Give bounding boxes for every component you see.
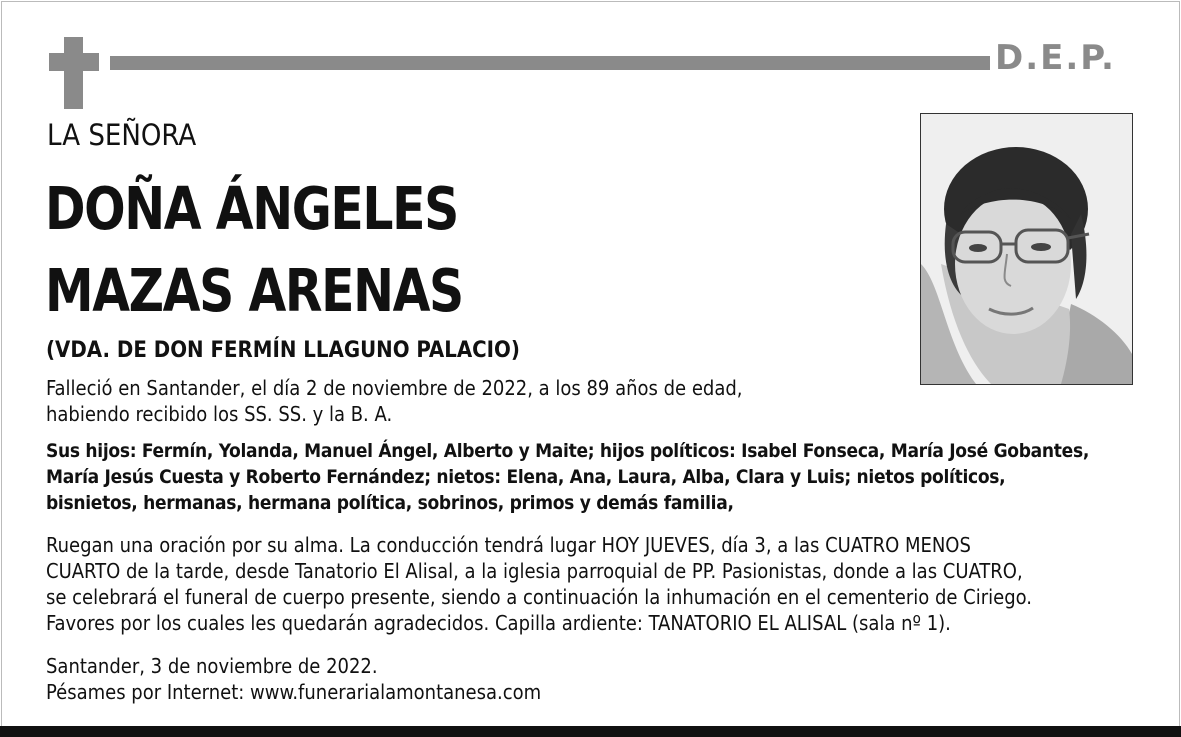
text-line: habiendo recibido los SS. SS. y la B. A. <box>46 402 393 426</box>
family-list <box>46 438 1146 516</box>
portrait-photo <box>920 113 1133 385</box>
text-line: CUARTO de la tarde, desde Tanatorio El Alisal, a la iglesia parroquial de PP. Pasionistas, donde a las CUATRO, <box>46 559 1023 583</box>
date-line: Santander, 3 de noviembre de 2022. <box>46 654 378 678</box>
widow-of-line: (VDA. DE DON FERMÍN LLAGUNO PALACIO) <box>46 338 520 363</box>
text-line: Ruegan una oración por su alma. La conducción tendrá lugar HOY JUEVES, día 3, a las CUATRO MENOS <box>46 533 971 557</box>
death-announcement <box>46 375 1146 427</box>
text-line: Favores por los cuales les quedarán agradecidos. Capilla ardiente: TANATORIO EL ALISAL (sala nº 1). <box>46 611 951 635</box>
text-line: Falleció en Santander, el día 2 de noviembre de 2022, a los 89 años de edad, <box>46 376 743 400</box>
closing-info <box>46 653 1146 705</box>
text-line: Sus hijos: Fermín, Yolanda, Manuel Ángel, Alberto y Maite; hijos políticos: Isabel Fonseca, María José Gobantes, <box>46 440 1090 462</box>
honorific-title: LA SEÑORA <box>47 118 197 152</box>
website-line: Pésames por Internet: www.funerarialamontanesa.com <box>46 680 542 704</box>
name-line: MAZAS ARENAS <box>45 256 463 325</box>
text-line: bisnietos, hermanas, hermana política, sobrinos, primos y demás familia, <box>46 492 734 514</box>
dep-badge: D.E.P. <box>995 38 1116 78</box>
bottom-border <box>0 726 1181 737</box>
text-line: se celebrará el funeral de cuerpo presente, siendo a continuación la inhumación en el cementerio de Ciriego. <box>46 585 1033 609</box>
header-rule <box>110 56 990 70</box>
service-details <box>46 532 1146 636</box>
name-line: DOÑA ÁNGELES <box>45 174 458 243</box>
text-line: María Jesús Cuesta y Roberto Fernández; nietos: Elena, Ana, Laura, Alba, Clara y Luis; nietos políticos, <box>46 466 1006 488</box>
cross-icon <box>49 37 99 109</box>
deceased-name <box>45 168 836 332</box>
